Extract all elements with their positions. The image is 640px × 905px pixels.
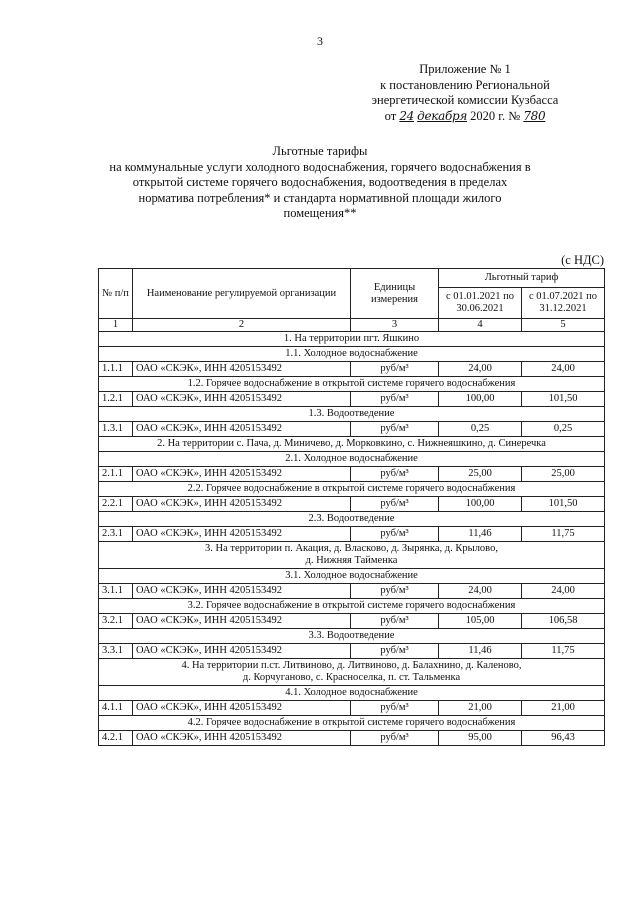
header-period-2: с 01.07.2021 по 31.12.2021 (522, 288, 605, 319)
table-row (99, 644, 605, 659)
row-tariff-period-2: 96,43 (522, 731, 605, 746)
section-title: 4.1. Холодное водоснабжение (99, 686, 605, 701)
row-number: 4.2.1 (99, 731, 133, 746)
title-line-2: на коммунальные услуги холодного водоснабжения, горячего водоснабжения в (109, 159, 531, 174)
row-organization: ОАО «СКЭК», ИНН 4205153492 (133, 392, 351, 407)
row-number: 2.3.1 (99, 527, 133, 542)
row-organization: ОАО «СКЭК», ИНН 4205153492 (133, 614, 351, 629)
page-number: 3 (317, 34, 323, 48)
row-organization: ОАО «СКЭК», ИНН 4205153492 (133, 497, 351, 512)
territory-row (99, 542, 605, 569)
section-row (99, 569, 605, 584)
row-tariff-period-2: 101,50 (522, 497, 605, 512)
table-row (99, 392, 605, 407)
table-row (99, 584, 605, 599)
row-unit: руб/м³ (351, 392, 439, 407)
section-title: 3.2. Горячее водоснабжение в открытой системе горячего водоснабжения (99, 599, 605, 614)
appendix-block (340, 62, 590, 124)
section-title: 3.3. Водоотведение (99, 629, 605, 644)
territory-row (99, 332, 605, 347)
row-organization: ОАО «СКЭК», ИНН 4205153492 (133, 644, 351, 659)
row-unit: руб/м³ (351, 467, 439, 482)
row-tariff-period-1: 105,00 (439, 614, 522, 629)
date-number: 780 (523, 108, 546, 123)
title-line-5: помещения** (283, 206, 357, 220)
date-day: 24 (399, 108, 415, 123)
section-row (99, 407, 605, 422)
row-number: 1.3.1 (99, 422, 133, 437)
date-prefix: от (384, 108, 397, 123)
row-tariff-period-1: 11,46 (439, 644, 522, 659)
row-number: 4.1.1 (99, 701, 133, 716)
col-number-4: 4 (439, 319, 522, 332)
territory-title-line-1: 2. На территории с. Пача, д. Миничево, д. Морковкино, с. Нижнеяшкино, д. Синеречка (157, 438, 546, 449)
row-number: 3.1.1 (99, 584, 133, 599)
section-row (99, 377, 605, 392)
row-organization: ОАО «СКЭК», ИНН 4205153492 (133, 527, 351, 542)
row-tariff-period-2: 106,58 (522, 614, 605, 629)
territory-title-line-1: 4. На территории п.ст. Литвиново, д. Литвиново, д. Балахнино, д. Каленово, (181, 660, 522, 671)
row-unit: руб/м³ (351, 362, 439, 377)
row-tariff-period-1: 11,46 (439, 527, 522, 542)
col-number-5: 5 (522, 319, 605, 332)
col-number-3: 3 (351, 319, 439, 332)
title-line-3: открытой системе горячего водоснабжения, водоотведения в пределах (132, 175, 508, 189)
table-row (99, 497, 605, 512)
row-unit: руб/м³ (351, 701, 439, 716)
row-number: 3.3.1 (99, 644, 133, 659)
territory-title-line-2: д. Нижняя Тайменка (305, 555, 398, 566)
row-tariff-period-1: 24,00 (439, 584, 522, 599)
title-line-1: Льготные тарифы (272, 144, 368, 158)
section-row (99, 347, 605, 362)
header-tariff: Льготный тариф (439, 269, 605, 288)
date-month: декабря (417, 108, 468, 123)
table-row (99, 527, 605, 542)
title-line-4: норматива потребления* и стандарта нормативной площади жилого (138, 190, 502, 205)
section-title: 4.2. Горячее водоснабжение в открытой системе горячего водоснабжения (99, 716, 605, 731)
row-organization: ОАО «СКЭК», ИНН 4205153492 (133, 731, 351, 746)
appendix-date-line (340, 109, 590, 125)
section-row (99, 599, 605, 614)
row-number: 1.1.1 (99, 362, 133, 377)
col-number-1: 1 (99, 319, 133, 332)
row-tariff-period-1: 24,00 (439, 362, 522, 377)
table-row (99, 731, 605, 746)
row-tariff-period-1: 100,00 (439, 497, 522, 512)
col-number-2: 2 (133, 319, 351, 332)
row-tariff-period-2: 11,75 (522, 527, 605, 542)
territory-title-line-1: 3. На территории п. Акация, д. Власково, д. Зырянка, д. Крылово, (205, 543, 498, 554)
appendix-line-2: к постановлению Региональной (380, 77, 550, 92)
row-tariff-period-2: 24,00 (522, 584, 605, 599)
section-title: 2.2. Горячее водоснабжение в открытой системе горячего водоснабжения (99, 482, 605, 497)
territory-title (99, 542, 605, 569)
section-row (99, 512, 605, 527)
section-title: 2.1. Холодное водоснабжение (99, 452, 605, 467)
table-row (99, 422, 605, 437)
row-organization: ОАО «СКЭК», ИНН 4205153492 (133, 701, 351, 716)
date-year: 2020 г. № (470, 108, 521, 123)
section-title: 1.3. Водоотведение (99, 407, 605, 422)
row-tariff-period-2: 0,25 (522, 422, 605, 437)
header-unit: Единицы измерения (351, 269, 439, 319)
row-tariff-period-2: 101,50 (522, 392, 605, 407)
row-number: 3.2.1 (99, 614, 133, 629)
territory-title-line-1: 1. На территории пгт. Яшкино (283, 333, 420, 344)
territory-row (99, 659, 605, 686)
header-period-1: с 01.01.2021 по 30.06.2021 (439, 288, 522, 319)
row-unit: руб/м³ (351, 614, 439, 629)
row-unit: руб/м³ (351, 527, 439, 542)
row-tariff-period-2: 24,00 (522, 362, 605, 377)
row-unit: руб/м³ (351, 422, 439, 437)
section-row (99, 686, 605, 701)
row-number: 2.1.1 (99, 467, 133, 482)
row-number: 1.2.1 (99, 392, 133, 407)
territory-row (99, 437, 605, 452)
row-tariff-period-2: 21,00 (522, 701, 605, 716)
row-tariff-period-1: 25,00 (439, 467, 522, 482)
row-organization: ОАО «СКЭК», ИНН 4205153492 (133, 422, 351, 437)
row-tariff-period-1: 100,00 (439, 392, 522, 407)
document-title (80, 144, 560, 222)
row-organization: ОАО «СКЭК», ИНН 4205153492 (133, 584, 351, 599)
table-row (99, 614, 605, 629)
row-unit: руб/м³ (351, 584, 439, 599)
territory-title-line-2: д. Корчуганово, с. Красноселка, п. ст. Тальменка (242, 672, 461, 683)
row-tariff-period-2: 11,75 (522, 644, 605, 659)
section-title: 2.3. Водоотведение (99, 512, 605, 527)
section-title: 1.2. Горячее водоснабжение в открытой системе горячего водоснабжения (99, 377, 605, 392)
appendix-line-1: Приложение № 1 (419, 62, 511, 76)
appendix-line-3: энергетической комиссии Кузбасса (371, 93, 559, 107)
territory-title (99, 437, 605, 452)
row-organization: ОАО «СКЭК», ИНН 4205153492 (133, 467, 351, 482)
territory-title (99, 659, 605, 686)
table-row (99, 362, 605, 377)
header-org: Наименование регулируемой организации (133, 269, 351, 319)
table-row (99, 467, 605, 482)
row-unit: руб/м³ (351, 497, 439, 512)
row-tariff-period-1: 0,25 (439, 422, 522, 437)
table-row (99, 701, 605, 716)
section-row (99, 452, 605, 467)
section-row (99, 629, 605, 644)
row-organization: ОАО «СКЭК», ИНН 4205153492 (133, 362, 351, 377)
section-row (99, 716, 605, 731)
row-number: 2.2.1 (99, 497, 133, 512)
vat-note: (с НДС) (561, 253, 604, 267)
section-row (99, 482, 605, 497)
row-tariff-period-2: 25,00 (522, 467, 605, 482)
territory-title (99, 332, 605, 347)
section-title: 1.1. Холодное водоснабжение (99, 347, 605, 362)
row-tariff-period-1: 21,00 (439, 701, 522, 716)
row-unit: руб/м³ (351, 644, 439, 659)
tariffs-table (98, 268, 605, 746)
row-unit: руб/м³ (351, 731, 439, 746)
header-num: № п/п (99, 269, 133, 319)
row-tariff-period-1: 95,00 (439, 731, 522, 746)
section-title: 3.1. Холодное водоснабжение (99, 569, 605, 584)
